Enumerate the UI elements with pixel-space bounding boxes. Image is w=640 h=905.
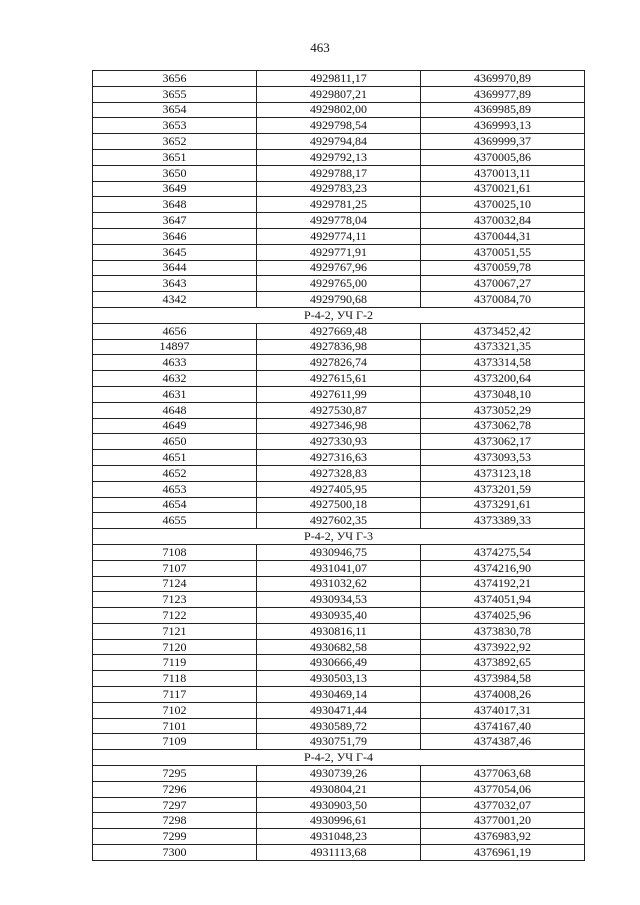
x-coordinate-cell: 4930935,40 [257, 608, 421, 624]
x-coordinate-cell: 4927611,99 [257, 386, 421, 402]
x-coordinate-cell: 4927346,98 [257, 418, 421, 434]
table-row [93, 213, 585, 229]
point-number-cell: 7299 [93, 829, 257, 845]
x-coordinate-cell: 4930903,50 [257, 797, 421, 813]
point-number-cell: 3648 [93, 197, 257, 213]
table-row [93, 481, 585, 497]
table-row [93, 544, 585, 560]
table-row [93, 228, 585, 244]
y-coordinate-cell: 4377054,06 [421, 781, 585, 797]
table-row [93, 165, 585, 181]
x-coordinate-cell: 4930816,11 [257, 623, 421, 639]
y-coordinate-cell: 4369993,13 [421, 118, 585, 134]
y-coordinate-cell: 4373830,78 [421, 623, 585, 639]
point-number-cell: 4342 [93, 292, 257, 308]
point-number-cell: 7295 [93, 766, 257, 782]
y-coordinate-cell: 4377032,07 [421, 797, 585, 813]
x-coordinate-cell: 4929798,54 [257, 118, 421, 134]
point-number-cell: 7117 [93, 687, 257, 703]
table-row [93, 797, 585, 813]
x-coordinate-cell: 4929788,17 [257, 165, 421, 181]
point-number-cell: 7298 [93, 813, 257, 829]
point-number-cell: 7300 [93, 845, 257, 861]
section-heading-row [93, 307, 585, 323]
x-coordinate-cell: 4931048,23 [257, 829, 421, 845]
point-number-cell: 4655 [93, 513, 257, 529]
y-coordinate-cell: 4373291,61 [421, 497, 585, 513]
point-number-cell: 3655 [93, 86, 257, 102]
y-coordinate-cell: 4373314,58 [421, 355, 585, 371]
x-coordinate-cell: 4927826,74 [257, 355, 421, 371]
y-coordinate-cell: 4369977,89 [421, 86, 585, 102]
x-coordinate-cell: 4930666,49 [257, 655, 421, 671]
table-row [93, 671, 585, 687]
x-coordinate-cell: 4930804,21 [257, 781, 421, 797]
x-coordinate-cell: 4929792,13 [257, 149, 421, 165]
y-coordinate-cell: 4373984,58 [421, 671, 585, 687]
table-row [93, 687, 585, 703]
x-coordinate-cell: 4927330,93 [257, 434, 421, 450]
point-number-cell: 3644 [93, 260, 257, 276]
page-number: 463 [310, 40, 330, 55]
y-coordinate-cell: 4370044,31 [421, 228, 585, 244]
point-number-cell: 7123 [93, 592, 257, 608]
y-coordinate-cell: 4370067,27 [421, 276, 585, 292]
table-row [93, 434, 585, 450]
y-coordinate-cell: 4370013,11 [421, 165, 585, 181]
y-coordinate-cell: 4370084,70 [421, 292, 585, 308]
table-row [93, 734, 585, 750]
point-number-cell: 3654 [93, 102, 257, 118]
point-number-cell: 4656 [93, 323, 257, 339]
x-coordinate-cell: 4929765,00 [257, 276, 421, 292]
y-coordinate-cell: 4373389,33 [421, 513, 585, 529]
table-row [93, 813, 585, 829]
table-row [93, 260, 585, 276]
y-coordinate-cell: 4377001,20 [421, 813, 585, 829]
point-number-cell: 7102 [93, 702, 257, 718]
point-number-cell: 7108 [93, 544, 257, 560]
y-coordinate-cell: 4373892,65 [421, 655, 585, 671]
y-coordinate-cell: 4373093,53 [421, 450, 585, 466]
table-row [93, 197, 585, 213]
y-coordinate-cell: 4374051,94 [421, 592, 585, 608]
point-number-cell: 14897 [93, 339, 257, 355]
x-coordinate-cell: 4930946,75 [257, 544, 421, 560]
y-coordinate-cell: 4374025,96 [421, 608, 585, 624]
table-row [93, 181, 585, 197]
point-number-cell: 4649 [93, 418, 257, 434]
table-row [93, 339, 585, 355]
x-coordinate-cell: 4929794,84 [257, 134, 421, 150]
x-coordinate-cell: 4929781,25 [257, 197, 421, 213]
y-coordinate-cell: 4374216,90 [421, 560, 585, 576]
x-coordinate-cell: 4929811,17 [257, 71, 421, 87]
point-number-cell: 3650 [93, 165, 257, 181]
x-coordinate-cell: 4930503,13 [257, 671, 421, 687]
point-number-cell: 4654 [93, 497, 257, 513]
point-number-cell: 4651 [93, 450, 257, 466]
x-coordinate-cell: 4930934,53 [257, 592, 421, 608]
table-row [93, 86, 585, 102]
table-row [93, 781, 585, 797]
y-coordinate-cell: 4369970,89 [421, 71, 585, 87]
table-row [93, 134, 585, 150]
point-number-cell: 7296 [93, 781, 257, 797]
point-number-cell: 7120 [93, 639, 257, 655]
x-coordinate-cell: 4929778,04 [257, 213, 421, 229]
y-coordinate-cell: 4374387,46 [421, 734, 585, 750]
coordinates-table-body [93, 71, 585, 861]
point-number-cell: 4648 [93, 402, 257, 418]
coordinates-table [92, 70, 585, 861]
x-coordinate-cell: 4929771,91 [257, 244, 421, 260]
table-row [93, 418, 585, 434]
y-coordinate-cell: 4373200,64 [421, 371, 585, 387]
point-number-cell: 7107 [93, 560, 257, 576]
table-row [93, 102, 585, 118]
point-number-cell: 4650 [93, 434, 257, 450]
x-coordinate-cell: 4927316,63 [257, 450, 421, 466]
y-coordinate-cell: 4369985,89 [421, 102, 585, 118]
y-coordinate-cell: 4374275,54 [421, 544, 585, 560]
table-row [93, 576, 585, 592]
table-row [93, 702, 585, 718]
point-number-cell: 3649 [93, 181, 257, 197]
point-number-cell: 3652 [93, 134, 257, 150]
x-coordinate-cell: 4927530,87 [257, 402, 421, 418]
x-coordinate-cell: 4930682,58 [257, 639, 421, 655]
y-coordinate-cell: 4374192,21 [421, 576, 585, 592]
x-coordinate-cell: 4927328,83 [257, 465, 421, 481]
y-coordinate-cell: 4370032,84 [421, 213, 585, 229]
point-number-cell: 7101 [93, 718, 257, 734]
y-coordinate-cell: 4373062,17 [421, 434, 585, 450]
section-heading: Р-4-2, УЧ Г-3 [93, 529, 585, 545]
y-coordinate-cell: 4370051,55 [421, 244, 585, 260]
table-row [93, 718, 585, 734]
point-number-cell: 4633 [93, 355, 257, 371]
point-number-cell: 3646 [93, 228, 257, 244]
x-coordinate-cell: 4929802,00 [257, 102, 421, 118]
table-row [93, 450, 585, 466]
x-coordinate-cell: 4927615,61 [257, 371, 421, 387]
point-number-cell: 7119 [93, 655, 257, 671]
y-coordinate-cell: 4376961,19 [421, 845, 585, 861]
x-coordinate-cell: 4930469,14 [257, 687, 421, 703]
y-coordinate-cell: 4373321,35 [421, 339, 585, 355]
y-coordinate-cell: 4373052,29 [421, 402, 585, 418]
table-row [93, 118, 585, 134]
y-coordinate-cell: 4370021,61 [421, 181, 585, 197]
table-row [93, 592, 585, 608]
point-number-cell: 3647 [93, 213, 257, 229]
x-coordinate-cell: 4930751,79 [257, 734, 421, 750]
table-row [93, 244, 585, 260]
table-row [93, 655, 585, 671]
y-coordinate-cell: 4370005,86 [421, 149, 585, 165]
y-coordinate-cell: 4373452,42 [421, 323, 585, 339]
point-number-cell: 4652 [93, 465, 257, 481]
table-row [93, 71, 585, 87]
point-number-cell: 4631 [93, 386, 257, 402]
point-number-cell: 4653 [93, 481, 257, 497]
y-coordinate-cell: 4374008,26 [421, 687, 585, 703]
table-row [93, 608, 585, 624]
table-row [93, 402, 585, 418]
x-coordinate-cell: 4927836,98 [257, 339, 421, 355]
y-coordinate-cell: 4374167,40 [421, 718, 585, 734]
x-coordinate-cell: 4931113,68 [257, 845, 421, 861]
section-heading: Р-4-2, УЧ Г-4 [93, 750, 585, 766]
y-coordinate-cell: 4374017,31 [421, 702, 585, 718]
x-coordinate-cell: 4929774,11 [257, 228, 421, 244]
y-coordinate-cell: 4370025,10 [421, 197, 585, 213]
section-heading-row [93, 750, 585, 766]
point-number-cell: 3645 [93, 244, 257, 260]
table-row [93, 465, 585, 481]
y-coordinate-cell: 4370059,78 [421, 260, 585, 276]
x-coordinate-cell: 4927602,35 [257, 513, 421, 529]
table-row [93, 639, 585, 655]
y-coordinate-cell: 4373201,59 [421, 481, 585, 497]
point-number-cell: 3653 [93, 118, 257, 134]
x-coordinate-cell: 4929790,68 [257, 292, 421, 308]
x-coordinate-cell: 4929767,96 [257, 260, 421, 276]
table-row [93, 371, 585, 387]
y-coordinate-cell: 4369999,37 [421, 134, 585, 150]
table-row [93, 829, 585, 845]
x-coordinate-cell: 4930996,61 [257, 813, 421, 829]
point-number-cell: 3656 [93, 71, 257, 87]
y-coordinate-cell: 4373048,10 [421, 386, 585, 402]
y-coordinate-cell: 4376983,92 [421, 829, 585, 845]
y-coordinate-cell: 4373922,92 [421, 639, 585, 655]
x-coordinate-cell: 4930739,26 [257, 766, 421, 782]
section-heading-row [93, 529, 585, 545]
section-heading: Р-4-2, УЧ Г-2 [93, 307, 585, 323]
table-row [93, 149, 585, 165]
table-row [93, 355, 585, 371]
point-number-cell: 4632 [93, 371, 257, 387]
point-number-cell: 7297 [93, 797, 257, 813]
table-row [93, 292, 585, 308]
table-row [93, 623, 585, 639]
table-row [93, 560, 585, 576]
point-number-cell: 3651 [93, 149, 257, 165]
table-row [93, 845, 585, 861]
table-row [93, 513, 585, 529]
x-coordinate-cell: 4927405,95 [257, 481, 421, 497]
table-row [93, 323, 585, 339]
y-coordinate-cell: 4373123,18 [421, 465, 585, 481]
table-row [93, 497, 585, 513]
x-coordinate-cell: 4930589,72 [257, 718, 421, 734]
x-coordinate-cell: 4927500,18 [257, 497, 421, 513]
x-coordinate-cell: 4929807,21 [257, 86, 421, 102]
x-coordinate-cell: 4930471,44 [257, 702, 421, 718]
x-coordinate-cell: 4931041,07 [257, 560, 421, 576]
point-number-cell: 7109 [93, 734, 257, 750]
x-coordinate-cell: 4927669,48 [257, 323, 421, 339]
x-coordinate-cell: 4931032,62 [257, 576, 421, 592]
table-row [93, 766, 585, 782]
point-number-cell: 7124 [93, 576, 257, 592]
point-number-cell: 3643 [93, 276, 257, 292]
point-number-cell: 7118 [93, 671, 257, 687]
x-coordinate-cell: 4929783,23 [257, 181, 421, 197]
table-row [93, 276, 585, 292]
point-number-cell: 7122 [93, 608, 257, 624]
table-row [93, 386, 585, 402]
point-number-cell: 7121 [93, 623, 257, 639]
y-coordinate-cell: 4373062,78 [421, 418, 585, 434]
y-coordinate-cell: 4377063,68 [421, 766, 585, 782]
